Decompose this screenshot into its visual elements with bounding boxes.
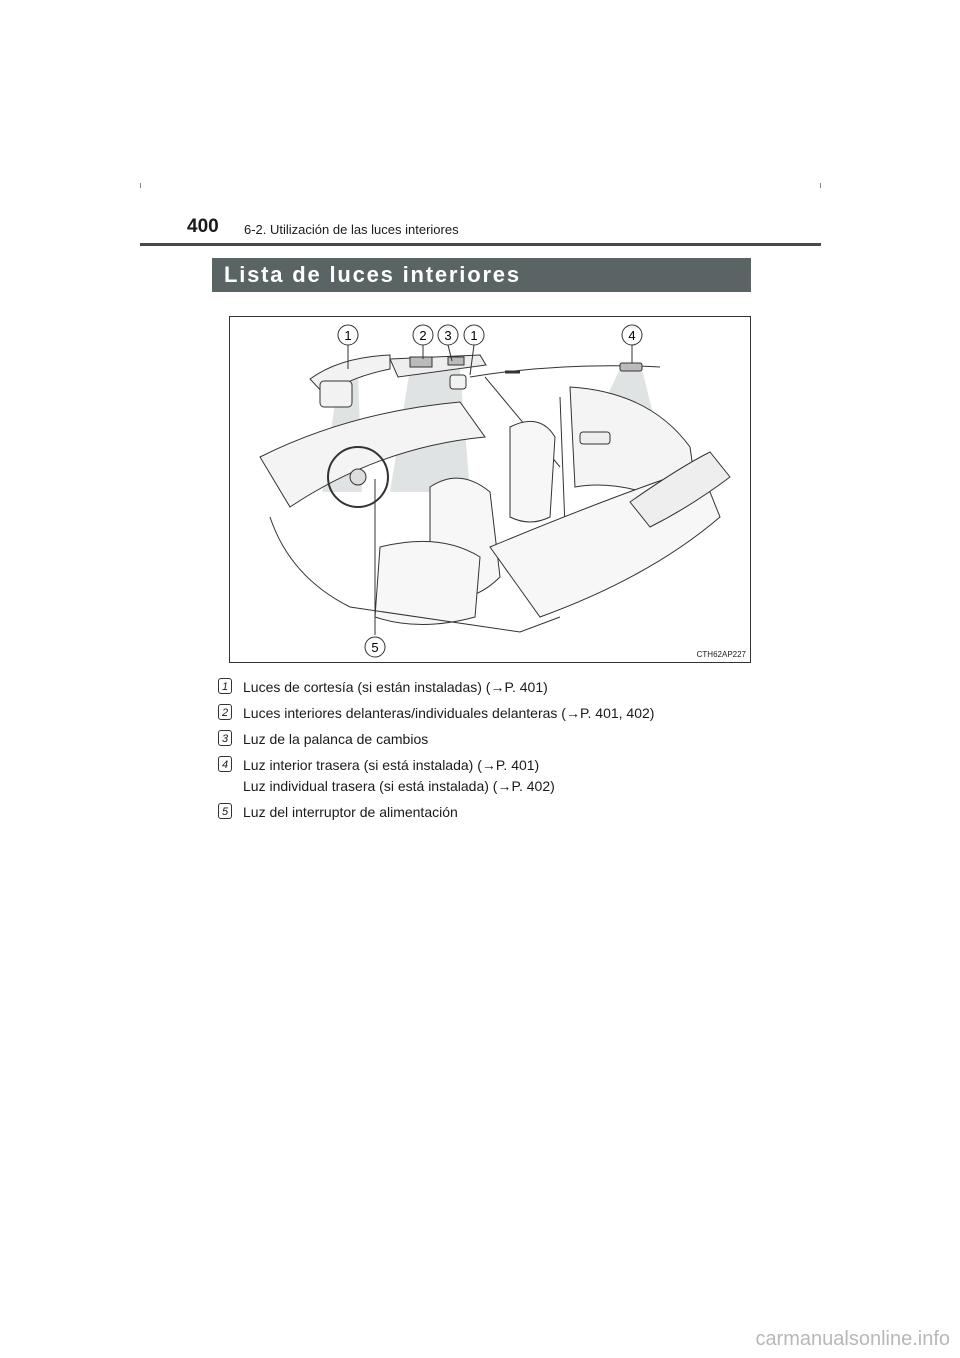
interior-lights-figure bbox=[229, 316, 751, 663]
item-text: Luces de cortesía (si están instaladas) (→P. 401) bbox=[243, 679, 548, 695]
svg-text:4: 4 bbox=[628, 328, 636, 343]
header-rule bbox=[140, 243, 821, 246]
item-text: Luz de la palanca de cambios bbox=[243, 731, 429, 747]
item-number-badge: 3 bbox=[218, 730, 232, 746]
page-number: 400 bbox=[187, 216, 219, 237]
crop-mark-right bbox=[820, 183, 821, 188]
svg-text:1: 1 bbox=[344, 328, 352, 343]
svg-text:1: 1 bbox=[470, 328, 478, 343]
item-number-badge: 4 bbox=[218, 756, 232, 772]
item-text: Luz interior trasera (si está instalada) (→P. 401) bbox=[243, 757, 540, 773]
item-text: Luz del interruptor de alimentación bbox=[243, 804, 458, 820]
callout-1a bbox=[338, 325, 358, 345]
svg-text:2: 2 bbox=[419, 328, 427, 343]
item-text: Luces interiores delanteras/individuales delanteras (→P. 401, 402) bbox=[243, 705, 655, 721]
section-title: Lista de luces interiores bbox=[224, 262, 521, 287]
item-number-badge: 1 bbox=[218, 678, 232, 694]
item-number-badge: 2 bbox=[218, 704, 232, 720]
callout-1b bbox=[464, 325, 484, 345]
callout-5 bbox=[365, 637, 385, 657]
running-head: 6-2. Utilización de las luces interiores bbox=[244, 222, 459, 237]
watermark: carmanualsonline.info bbox=[755, 1328, 950, 1350]
callout-3 bbox=[438, 325, 458, 345]
svg-text:3: 3 bbox=[444, 328, 452, 343]
item-number-badge: 5 bbox=[218, 803, 232, 819]
callout-4 bbox=[622, 325, 642, 345]
item-text: Luz individual trasera (si está instalada) (→P. 402) bbox=[243, 778, 555, 794]
figure-code: CTH62AP227 bbox=[696, 650, 746, 659]
section-title-bar bbox=[212, 258, 751, 292]
callout-2 bbox=[413, 325, 433, 345]
svg-text:5: 5 bbox=[371, 640, 379, 655]
crop-mark-left bbox=[140, 183, 141, 188]
car-interior-illustration bbox=[230, 317, 750, 662]
